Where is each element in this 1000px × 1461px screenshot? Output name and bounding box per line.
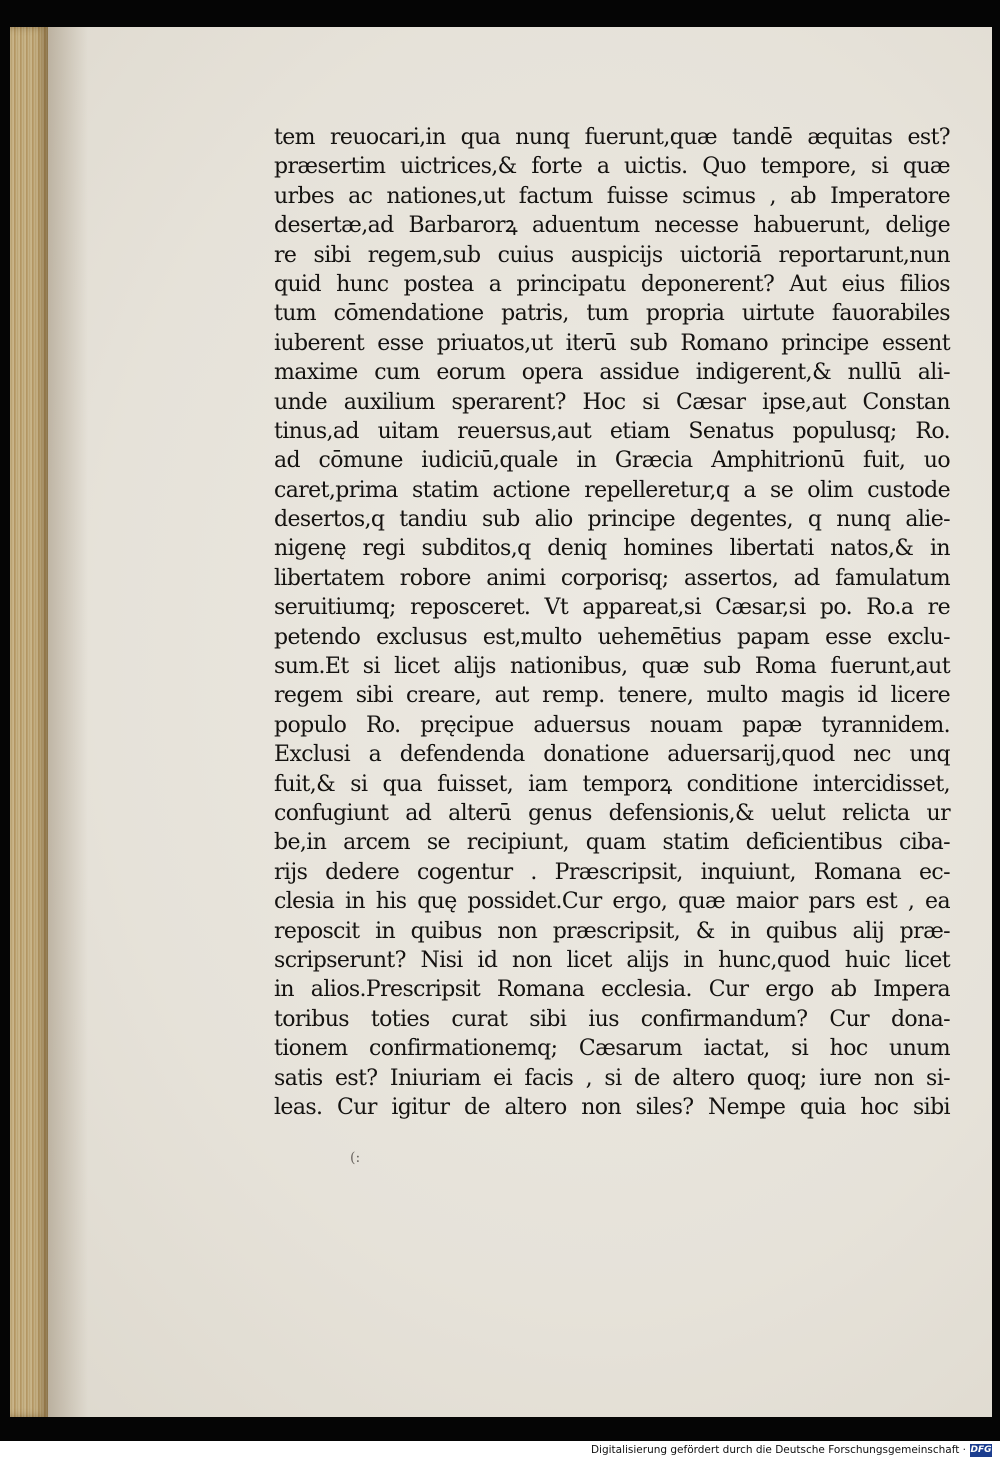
page-text-block (274, 123, 950, 1122)
text-line: re sibi regem,sub cuius auspicijs uictoriā reportarunt,nun (274, 242, 950, 268)
text-line: iuberent esse priuatos,ut iterū sub Romano principe essent (274, 330, 950, 356)
text-line: desertæ,ad Barbarorꝝ aduentum necesse habuerunt, delige (274, 213, 950, 239)
funding-credit: Digitalisierung gefördert durch die Deutsche Forschungsgemeinschaft · (590, 1444, 966, 1456)
page-edge-stack (10, 27, 48, 1417)
text-line: tem reuocari,in qua nunq fuerunt,quæ tandē æquitas est? (274, 125, 950, 150)
text-line: seruitiumq; reposceret. Vt appareat,si Cæsar,si po. Ro.a re (274, 595, 950, 621)
text-line: clesia in his quę possidet.Cur ergo, quæ maior pars est , ea (274, 889, 950, 915)
text-line: in alios.Prescripsit Romana ecclesia. Cur ergo ab Impera (274, 977, 950, 1003)
dfg-logo: DFG (970, 1445, 992, 1455)
text-line: confugiunt ad alterū genus defensionis,& uelut relicta ur (274, 800, 950, 826)
text-line: tionem confirmationemq; Cæsarum iactat, si hoc unum (274, 1036, 950, 1062)
text-line: satis est? Iniuriam ei facis , si de altero quoq; iure non si- (274, 1065, 950, 1091)
text-line: urbes ac nationes,ut factum fuisse scimus , ab Imperatore (274, 183, 950, 209)
text-line: tinus,ad uitam reuersus,aut etiam Senatus populusq; Ro. (274, 418, 950, 444)
text-line: caret,prima statim actione repelleretur,q a se olim custode (274, 477, 950, 503)
text-line: ad cōmune iudiciū,quale in Græcia Amphitrionū fuit, uo (274, 448, 950, 474)
text-line: Exclusi a defendenda donatione aduersarij,quod nec unq (274, 742, 950, 768)
text-line: fuit,& si qua fuisset, iam temporꝝ conditione intercidisset, (274, 771, 950, 797)
text-line: leas. Cur igitur de altero non siles? Nempe quia hoc sibi (274, 1094, 950, 1120)
text-line: populo Ro. pręcipue aduersus nouam papæ tyrannidem. (274, 712, 950, 738)
text-line: petendo exclusus est,multo uehemētius papam esse exclu- (274, 624, 950, 650)
text-line: nigenę regi subditos,q deniq homines libertati natos,& in (274, 536, 950, 562)
text-line: sum.Et si licet alijs nationibus, quæ sub Roma fuerunt,aut (274, 654, 950, 680)
text-line: quid hunc postea a principatu deponerent? Aut eius filios (274, 271, 950, 297)
text-line: rijs dedere cogentur . Præscripsit, inquiunt, Romana ec- (274, 859, 950, 885)
text-line: scripserunt? Nisi id non licet alijs in hunc,quod huic licet (274, 947, 950, 973)
text-line: libertatem robore animi corporisq; assertos, ad famulatum (274, 565, 950, 591)
stray-mark: (: (350, 1150, 361, 1166)
text-line: toribus toties curat sibi ius confirmandum? Cur dona- (274, 1006, 950, 1032)
text-line: præsertim uictrices,& forte a uictis. Quo tempore, si quæ (274, 154, 950, 180)
text-line: unde auxilium sperarent? Hoc si Cæsar ipse,aut Constan (274, 389, 950, 415)
text-line: be,in arcem se recipiunt, quam statim deficientibus ciba- (274, 830, 950, 856)
binding-gutter (48, 27, 88, 1417)
text-line: desertos,q tandiu sub alio principe degentes, q nunq alie- (274, 507, 950, 533)
text-line: tum cōmendatione patris, tum propria uirtute fauorabiles (274, 301, 950, 327)
text-line: reposcit in quibus non præscripsit, & in quibus alij præ- (274, 918, 950, 944)
text-line: maxime cum eorum opera assidue indigerent,& nullū ali- (274, 360, 950, 386)
text-line: regem sibi creare, aut remp. tenere, multo magis id licere (274, 683, 950, 709)
